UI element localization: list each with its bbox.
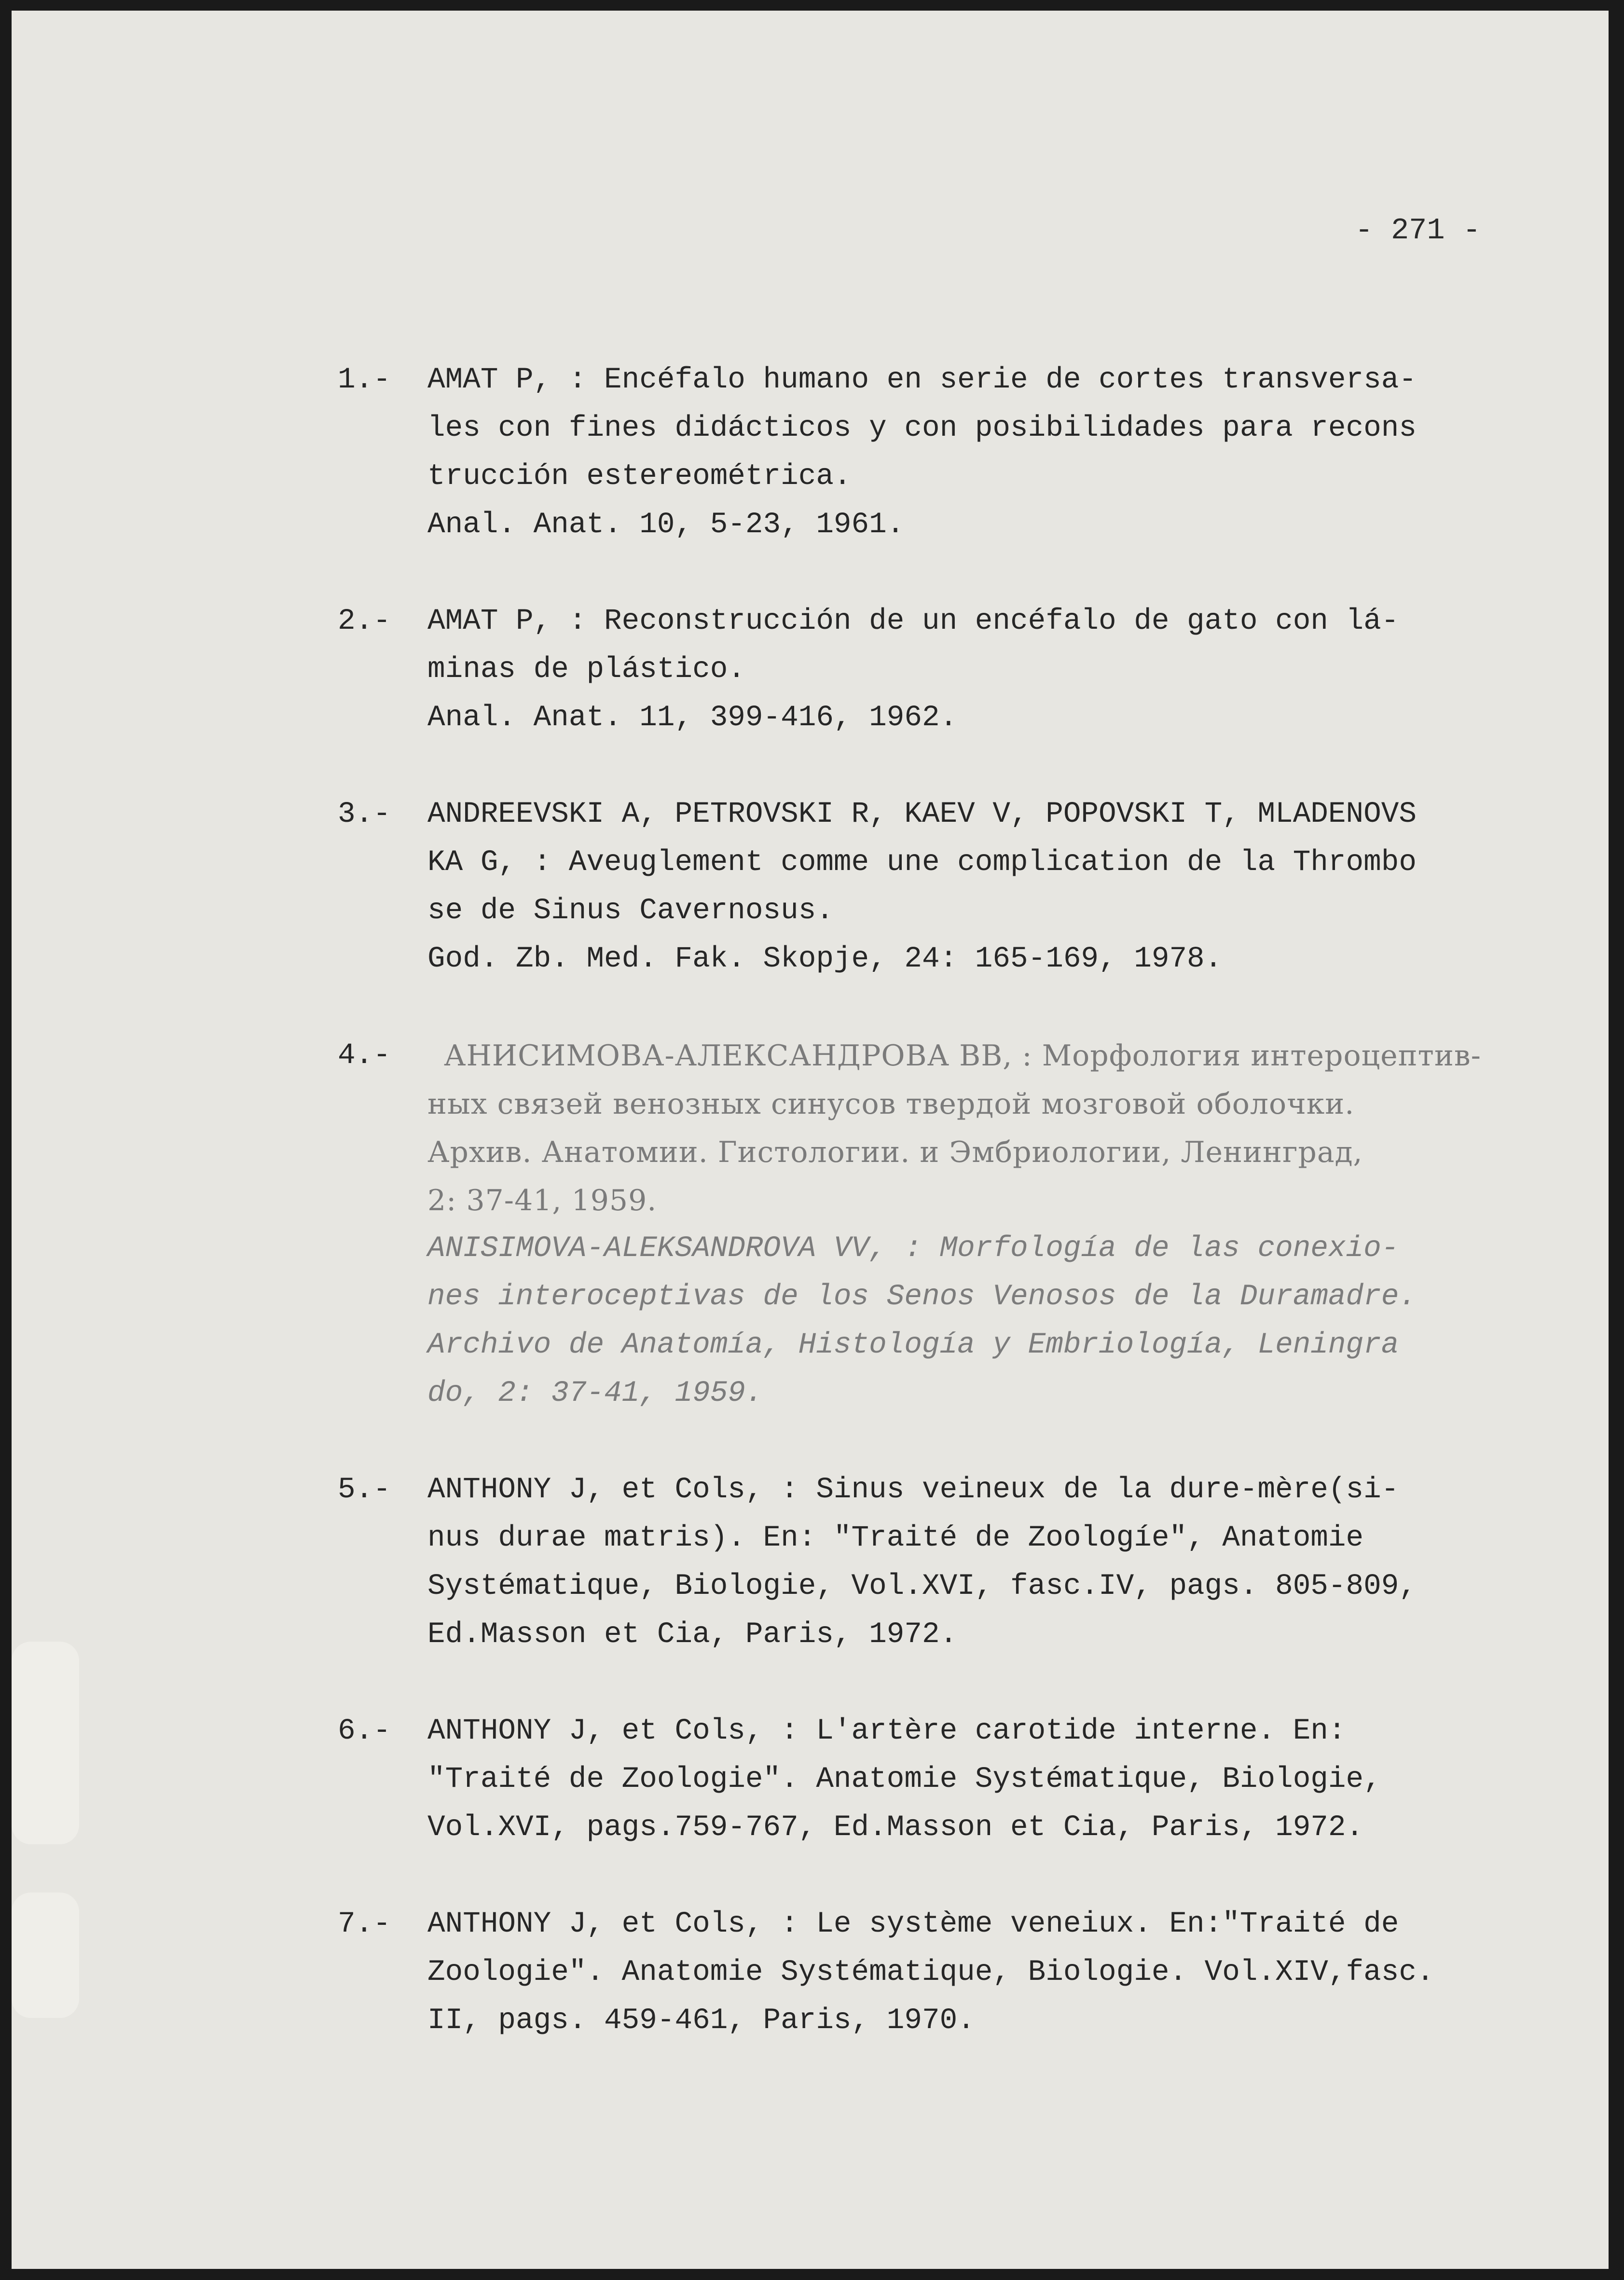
reference-line: nus durae matris). En: "Traité de Zoologíe", Anatomie bbox=[427, 1521, 1364, 1555]
reference-line: Vol.XVI, pags.759-767, Ed.Masson et Cia, Paris, 1972. bbox=[427, 1811, 1364, 1844]
document-page bbox=[12, 11, 1609, 2269]
reference-line: "Traité de Zoologie". Anatomie Systématique, Biologie, bbox=[427, 1763, 1381, 1796]
reference-line: minas de plástico. bbox=[427, 653, 745, 686]
reference-line: Anal. Anat. 11, 399-416, 1962. bbox=[427, 701, 958, 734]
reference-line: Zoologie". Anatomie Systématique, Biologie. Vol.XIV,fasc. bbox=[427, 1956, 1434, 1989]
reference-number: 5.- bbox=[338, 1473, 391, 1506]
reference-item bbox=[338, 1900, 1520, 2045]
reference-item bbox=[338, 1466, 1520, 1659]
translation-line: nes interoceptivas de los Senos Venosos de la Duramadre. bbox=[427, 1280, 1417, 1313]
reference-line: les con fines didácticos y con posibilidades para recons bbox=[427, 412, 1417, 445]
reference-line: II, pags. 459-461, Paris, 1970. bbox=[427, 2004, 975, 2037]
reference-line: ANTHONY J, et Cols, : Sinus veineux de la dure-mère(si- bbox=[427, 1473, 1399, 1506]
page-number: - 271 - bbox=[1355, 213, 1481, 248]
reference-number: 7.- bbox=[338, 1907, 391, 1941]
paper-stain bbox=[12, 1642, 79, 1844]
reference-number: 4.- bbox=[338, 1039, 391, 1072]
reference-line: KA G, : Aveuglement comme une complication de la Thrombo bbox=[427, 846, 1417, 879]
cyrillic-reference-line: ных связей венозных синусов твердой мозговой оболочки. bbox=[427, 1087, 1355, 1121]
reference-line: ANDREEVSKI A, PETROVSKI R, KAEV V, POPOVSKI T, MLADENOVS bbox=[427, 798, 1417, 831]
reference-item bbox=[338, 1707, 1520, 1852]
reference-item bbox=[338, 356, 1520, 549]
reference-item bbox=[338, 1032, 1520, 1418]
reference-item bbox=[338, 597, 1520, 742]
translation-line: Archivo de Anatomía, Histología y Embriología, Leningra bbox=[427, 1328, 1399, 1362]
reference-line: Ed.Masson et Cia, Paris, 1972. bbox=[427, 1618, 958, 1651]
cyrillic-reference-line: АНИСИМОВА-АЛЕКСАНДРОВА ВВ, : Морфология интероцептив- bbox=[444, 1039, 1481, 1073]
reference-number: 1.- bbox=[338, 363, 391, 397]
translation-line: do, 2: 37-41, 1959. bbox=[427, 1377, 763, 1410]
reference-line: God. Zb. Med. Fak. Skopje, 24: 165-169, 1978. bbox=[427, 942, 1223, 976]
reference-number: 3.- bbox=[338, 798, 391, 831]
cyrillic-reference-line: 2: 37-41, 1959. bbox=[427, 1184, 657, 1217]
cyrillic-reference-line: Архив. Анатомии. Гистологии. и Эмбриологии, Ленинград, bbox=[427, 1135, 1363, 1169]
reference-line: ANTHONY J, et Cols, : L'artère carotide interne. En: bbox=[427, 1714, 1346, 1748]
reference-line: se de Sinus Cavernosus. bbox=[427, 894, 834, 927]
reference-line: ANTHONY J, et Cols, : Le système veneiux. En:"Traité de bbox=[427, 1907, 1399, 1941]
reference-number: 6.- bbox=[338, 1714, 391, 1748]
reference-list bbox=[338, 356, 1520, 2093]
translation-line: ANISIMOVA-ALEKSANDROVA VV, : Morfología de las conexio- bbox=[427, 1232, 1399, 1265]
paper-stain bbox=[12, 1893, 79, 2018]
reference-line: AMAT P, : Encéfalo humano en serie de cortes transversa- bbox=[427, 363, 1417, 397]
reference-line: AMAT P, : Reconstrucción de un encéfalo de gato con lá- bbox=[427, 605, 1399, 638]
reference-line: trucción estereométrica. bbox=[427, 460, 852, 493]
reference-line: Systématique, Biologie, Vol.XVI, fasc.IV, pags. 805-809, bbox=[427, 1570, 1417, 1603]
reference-number: 2.- bbox=[338, 605, 391, 638]
reference-line: Anal. Anat. 10, 5-23, 1961. bbox=[427, 508, 905, 541]
reference-item bbox=[338, 790, 1520, 983]
